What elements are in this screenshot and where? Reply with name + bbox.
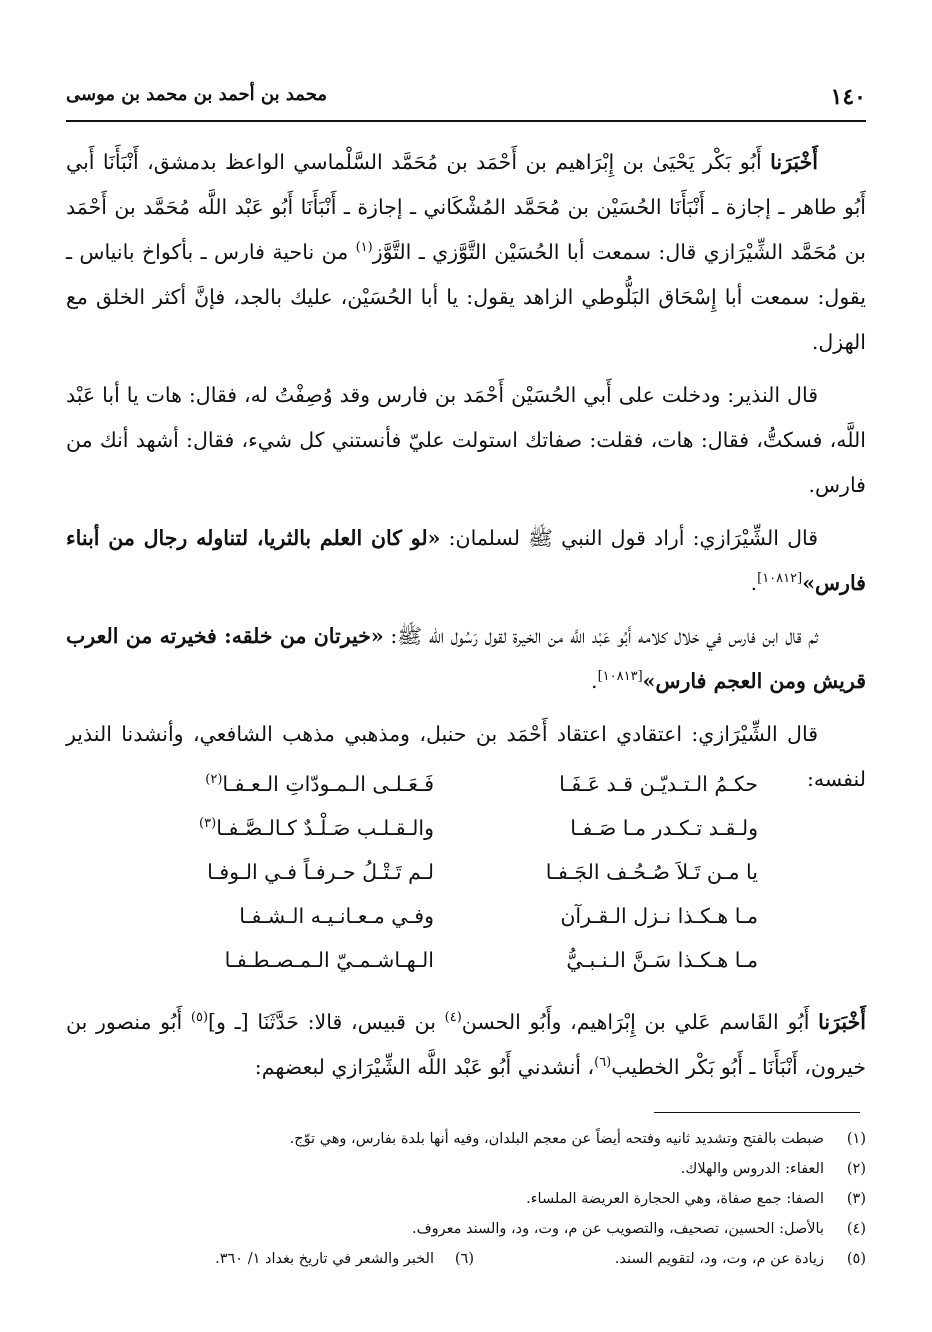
- paragraph-text: .: [591, 669, 598, 693]
- paragraph-text: من ناحية فارس ـ بأكواخ بانياس ـ يقول: سمعت أبا إِسْحَاق البَلُّوطي الزاهد يقول: يا أبا الحُسَيْن، عليك بالجد، فإنَّ أكثر الخلق مع الهزل.: [66, 240, 866, 354]
- footnote-marker: (٣): [846, 1191, 866, 1207]
- footnote: [66, 1214, 866, 1244]
- footnote-text: ضبطت بالفتح وتشديد ثانيه وفتحه أيضاً عن معجم البلدان، وفيه أنها بلدة بفارس، وهي توّج.: [289, 1131, 824, 1147]
- footnote-rule: [654, 1112, 860, 1113]
- paragraph-text: قال النذير: ودخلت على أَبي الحُسَيْن أَحْمَد بن فارس وقد وُصِفْتُ له، فقال: هات يا أبا عَبْد اللَّه، فسكتُّ، فقال: هات، فقلت: صفاتك استولت عليّ فأنستني كل شيء، فقال: أشهد أنك من فارس.: [66, 383, 866, 497]
- footnote-ref: (٦): [594, 1055, 612, 1071]
- first-hemistich: ولـقـد تـكـدر مـا صَـفـا: [570, 816, 758, 840]
- second-hemistich: الـهـاشـمـيّ الـمـصـطـفـا: [224, 948, 434, 972]
- poem-verse: [66, 772, 866, 816]
- footnote-marker: (٦): [454, 1251, 474, 1267]
- footnote-marker: (٤): [846, 1221, 866, 1237]
- paragraph-text: أَبُو القَاسم عَلي بن إِبْرَاهيم، وأَبُو الحسن: [461, 1010, 819, 1034]
- poem: [66, 772, 866, 992]
- first-hemistich: حكـمُ الـتـديّـن قـد عَـفَـا: [559, 772, 758, 796]
- first-hemistich: مـا هـكـذا نـزل الـقـرآن: [560, 904, 758, 928]
- footnote-ref: (٥): [190, 1010, 209, 1026]
- footnote-ref: (١): [355, 240, 373, 256]
- first-hemistich: يا مـن تَـلاَ صُـحُـف الجَـفـا: [545, 860, 758, 884]
- hadith-number: [١٠٨١٢]: [757, 571, 803, 587]
- paragraph: [66, 516, 866, 606]
- page-number: ١٤٠: [830, 84, 866, 110]
- second-hemistich: [199, 816, 434, 840]
- footnote-text: زيادة عن م، وت، ود، لتقويم السند.: [614, 1251, 824, 1267]
- paragraph-text: قال الشِّيْرَازي: اعتقادي اعتقاد أَحْمَد بن حنبل، ومذهبي مذهب الشافعي، وأنشدنا النذير لنفسه:: [66, 722, 866, 791]
- poem-verse: [66, 904, 866, 948]
- paragraph-text: بن قبيس، قالا: حَدَّثَنَا [ـ و]: [208, 1010, 445, 1034]
- footnote-ref: (٢): [205, 772, 223, 788]
- footnote-ref: (٤): [444, 1010, 462, 1026]
- poem-verse: [66, 948, 866, 992]
- poem-verse: [66, 816, 866, 860]
- paragraph-text: أَبُو بَكْر يَحْيَىٰ بن إِبْرَاهيم بن أَحْمَد بن مُحَمَّد السَّلْماسي الواعظ بدمشق، أَنْبَأَنَا أَبي أَبُو طاهر ـ إجازة ـ أَنْبَأَنَا الحُسَيْن بن مُحَمَّد المُشْكَاني ـ إجازة ـ أَنْبَأَنَا أَبُو عَبْد اللَّه مُحَمَّد بن أَحْمَد بن مُحَمَّد الشِّيْرَازي قال: سمعت أبا الحُسَيْن التَّوَّزي ـ التَّوَّز: [66, 150, 867, 264]
- footnote-marker: (١): [846, 1131, 866, 1147]
- footnote-text: الخبر والشعر في تاريخ بغداد ١/ ٣٦٠.: [215, 1251, 434, 1267]
- main-text: [66, 140, 866, 810]
- footnote: [66, 1124, 866, 1154]
- paragraph: [66, 614, 866, 704]
- second-hemistich: [205, 772, 434, 796]
- paragraph-text: ثم قال ابن فارس في خلال كلامه أَبُو عَبْد اللَّه من الخيرة لقول رَسُول الله ﷺ:: [383, 624, 818, 648]
- footnotes: [66, 1124, 866, 1274]
- akhbarana-keyword: أَخْبَرَنا: [770, 150, 818, 174]
- first-hemistich: مـا هـكـذا سَـنَّ الـنـبـيُّ: [566, 948, 758, 972]
- footnote: [66, 1244, 866, 1274]
- hadith-number: [١٠٨١٣]: [597, 669, 643, 685]
- header-rule: [66, 120, 866, 122]
- running-title: محمد بن أحمد بن محمد بن موسى: [66, 84, 327, 105]
- paragraph-text: أَبُو منصور بن خيرون، أَنْبَأَنَا ـ أَبُو بَكْر الخطيب: [66, 1010, 866, 1079]
- page-header: [66, 78, 866, 116]
- footnote-marker: (٥): [846, 1251, 866, 1267]
- hadith-quote: «لو كان العلم بالثريا، لتناوله رجال من أبناء فارس»: [66, 526, 866, 595]
- paragraph: [66, 140, 866, 365]
- poem-verse: [66, 860, 866, 904]
- hadith-quote: «خيرتان من خلقه: فخيرته من العرب قريش ومن العجم فارس»: [66, 624, 866, 693]
- akhbarana-keyword: أَخْبَرَنا: [818, 1010, 866, 1034]
- final-paragraph: [66, 1000, 866, 1090]
- footnote-marker: (٢): [846, 1161, 866, 1177]
- footnote-ref: (٣): [199, 816, 217, 832]
- paragraph-text: قال الشِّيْرَازي: أراد قول النبي ﷺ لسلمان:: [440, 526, 819, 550]
- hemistich-text: والـقـلـب صَـلْـدٌ كـالـصَّـفـا: [216, 816, 434, 840]
- footnote-text: بالأصل: الحسين، تصحيف، والتصويب عن م، وت، ود، والسند معروف.: [411, 1221, 824, 1237]
- paragraph: [66, 373, 866, 508]
- second-hemistich: لـم تَـتْـلُ حـرفـاً فـي الـوفـا: [207, 860, 434, 884]
- second-hemistich: وفـي مـعـانـيـه الـشـفـا: [239, 904, 434, 928]
- footnote: [66, 1184, 866, 1214]
- footnote-text: الصفا: جمع صفاة، وهي الحجارة العريضة الملساء.: [526, 1191, 824, 1207]
- footnote: [66, 1154, 866, 1184]
- footnote-text: العفاء: الدروس والهلاك.: [680, 1161, 824, 1177]
- hemistich-text: فَـعَـلـى الـمـودّاتِ الـعـفـا: [222, 772, 434, 796]
- paragraph-text: ، أنشدني أَبُو عَبْد اللَّه الشِّيْرَازي لبعضهم:: [254, 1055, 595, 1079]
- paragraph-text: .: [750, 571, 758, 595]
